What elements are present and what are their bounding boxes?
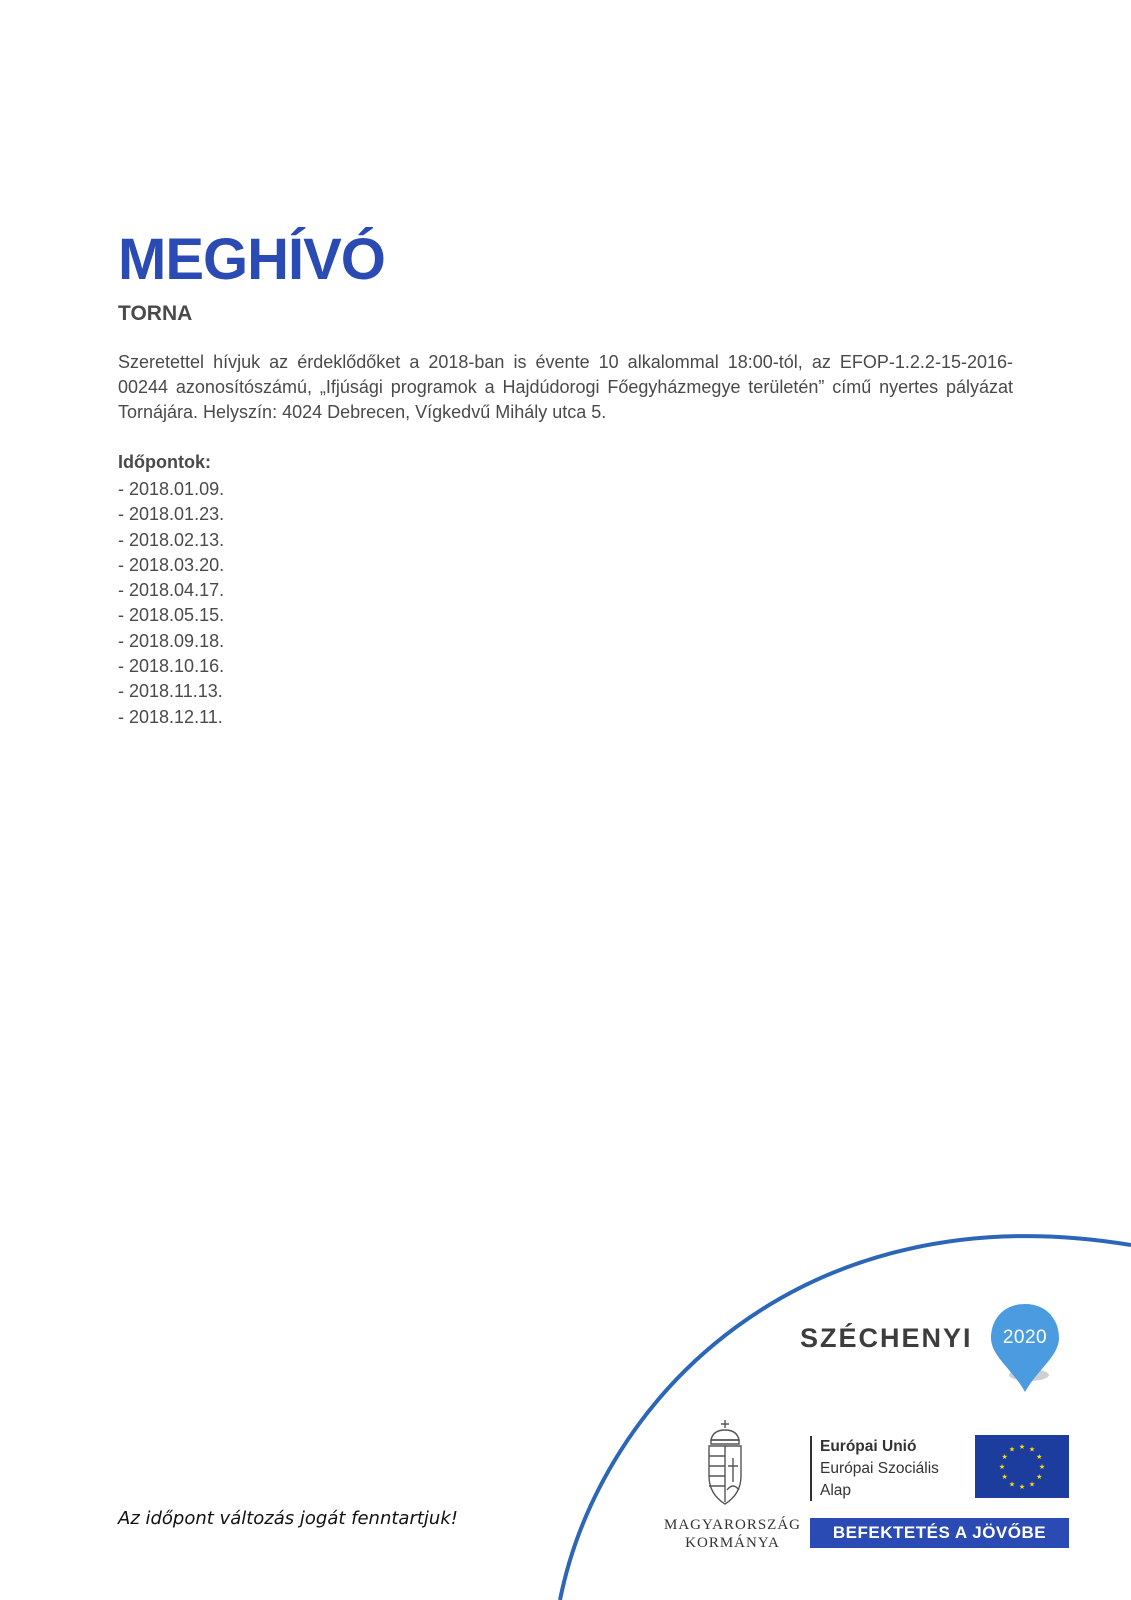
szechenyi-logo-text: SZÉCHENYI bbox=[800, 1323, 973, 1353]
date-item: - 2018.09.18. bbox=[118, 629, 224, 654]
svg-text:★: ★ bbox=[1008, 1445, 1016, 1454]
date-item: - 2018.11.13. bbox=[118, 679, 224, 704]
page-title: MEGHÍVÓ bbox=[118, 227, 385, 292]
eu-line-3: Alap bbox=[820, 1482, 852, 1499]
date-item: - 2018.02.13. bbox=[118, 528, 224, 553]
dates-list bbox=[118, 477, 224, 730]
eu-flag-icon bbox=[975, 1435, 1069, 1498]
svg-text:★: ★ bbox=[1028, 1445, 1036, 1454]
svg-text:★: ★ bbox=[1001, 1473, 1008, 1481]
gov-line-2: KORMÁNYA bbox=[685, 1535, 780, 1551]
svg-text:★: ★ bbox=[1001, 1453, 1008, 1461]
svg-text:★: ★ bbox=[1018, 1483, 1026, 1491]
svg-text:★: ★ bbox=[1038, 1463, 1046, 1471]
svg-text:★: ★ bbox=[1036, 1473, 1043, 1481]
gov-line-1: MAGYARORSZÁG bbox=[663, 1517, 802, 1533]
footer-note: Az időpont változás jogát fenntartjuk! bbox=[118, 1508, 458, 1529]
szechenyi-year: 2020 bbox=[1002, 1327, 1048, 1348]
eu-divider bbox=[810, 1436, 812, 1501]
date-item: - 2018.04.17. bbox=[118, 578, 224, 603]
date-item: - 2018.03.20. bbox=[118, 553, 224, 578]
date-item: - 2018.10.16. bbox=[118, 654, 224, 679]
eu-line-1: Európai Unió bbox=[820, 1438, 917, 1455]
date-item: - 2018.05.15. bbox=[118, 603, 224, 628]
invitation-text: Szeretettel hívjuk az érdeklődőket a 2018-ban is évente 10 alkalommal 18:00-tól, az EFOP-1.2.2-15-2016-00244 azonosítószámú, „Ifjúsági programok a Hajdúdorogi Főegyházmegye területén” című nyertes pályázat Tornájára. Helyszín: 4024 Debrecen, Vígkedvű Mihály utca 5. bbox=[118, 352, 1013, 422]
invest-banner: BEFEKTETÉS A JÖVŐBE bbox=[810, 1518, 1069, 1548]
svg-text:★: ★ bbox=[998, 1463, 1006, 1471]
svg-text:★: ★ bbox=[1008, 1480, 1016, 1489]
event-name: TORNA bbox=[118, 302, 193, 325]
government-logo-text bbox=[660, 1516, 805, 1552]
eu-line-2: Európai Szociális bbox=[820, 1460, 939, 1477]
svg-text:★: ★ bbox=[1018, 1443, 1026, 1451]
svg-text:★: ★ bbox=[1028, 1480, 1036, 1489]
date-item: - 2018.01.23. bbox=[118, 502, 224, 527]
date-item: - 2018.12.11. bbox=[118, 705, 224, 730]
date-item: - 2018.01.09. bbox=[118, 477, 224, 502]
svg-text:★: ★ bbox=[1036, 1453, 1043, 1461]
eu-logo-text bbox=[820, 1436, 939, 1502]
dates-heading: Időpontok: bbox=[118, 452, 211, 472]
coat-of-arms-icon bbox=[703, 1418, 747, 1508]
